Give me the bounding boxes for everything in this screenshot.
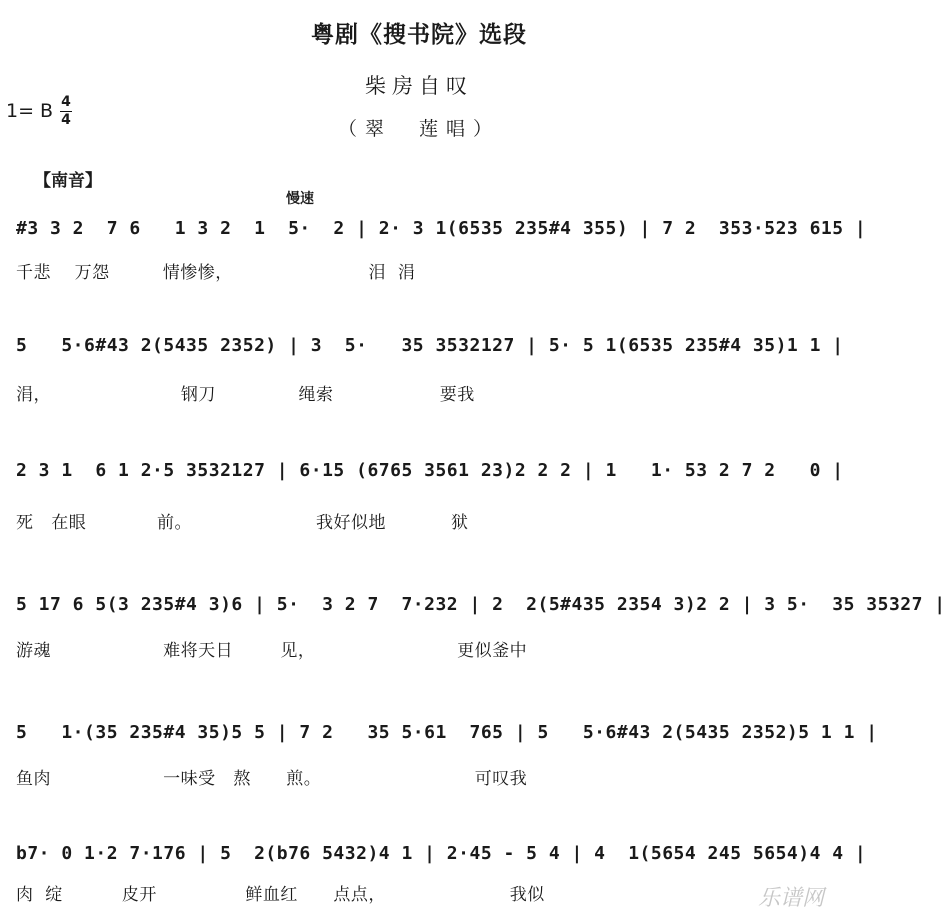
score-line-5-lyrics: 鱼肉 一味受 熬 煎。 可叹我 xyxy=(16,769,528,789)
key-signature: 1= B xyxy=(6,100,54,122)
meter-top: 4 xyxy=(61,94,71,110)
score-line-6-lyrics: 肉 绽 皮开 鲜血红 点点， 我似 xyxy=(16,885,545,905)
score-title: 粤剧《搜书院》选段 xyxy=(311,22,527,48)
score-subtitle: 柴房自叹 xyxy=(365,74,473,98)
meter-bottom: 4 xyxy=(61,112,71,128)
time-signature xyxy=(60,95,72,128)
score-line-3-lyrics: 死 在眼 前。 我好似地 狱 xyxy=(16,513,469,533)
tempo-marking: 慢速 xyxy=(286,191,314,207)
score-line-4-notes: 5 17 6 5(3 235#4 3)6 | 5· 3 2 7 7·232 | 2 2(5#435 2354 3)2 2 | 3 5· 35 35327 | xyxy=(16,594,946,615)
score-line-1-lyrics: 千悲 万怨 情惨惨， 泪 涓 xyxy=(16,263,416,283)
score-line-4-lyrics: 游魂 难将天日 见， 更似釜中 xyxy=(16,641,528,661)
score-line-1-notes: #3 3 2 7 6 1 3 2 1 5· 2 | 2· 3 1(6535 235#4 355) | 7 2 353·523 615 | xyxy=(16,218,867,239)
singer-credit: （翠 莲唱） xyxy=(337,118,500,140)
score-line-6-notes: b7· 0 1·2 7·176 | 5 2(b76 5432)4 1 | 2·45 - 5 4 | 4 1(5654 245 5654)4 4 | xyxy=(16,843,867,864)
score-line-2-notes: 5 5·6#43 2(5435 2352) | 3 5· 35 3532127 | 5· 5 1(6535 235#4 35)1 1 | xyxy=(16,335,844,356)
section-label: 【南音】 xyxy=(34,171,102,191)
score-line-3-notes: 2 3 1 6 1 2·5 3532127 | 6·15 (6765 3561 23)2 2 2 | 1 1· 53 2 7 2 0 | xyxy=(16,460,844,481)
site-watermark: 乐谱网 xyxy=(757,886,824,911)
score-line-5-notes: 5 1·(35 235#4 35)5 5 | 7 2 35 5·61 765 | 5 5·6#43 2(5435 2352)5 1 1 | xyxy=(16,722,878,743)
score-line-2-lyrics: 涓， 钢刀 绳索 要我 xyxy=(16,385,475,405)
